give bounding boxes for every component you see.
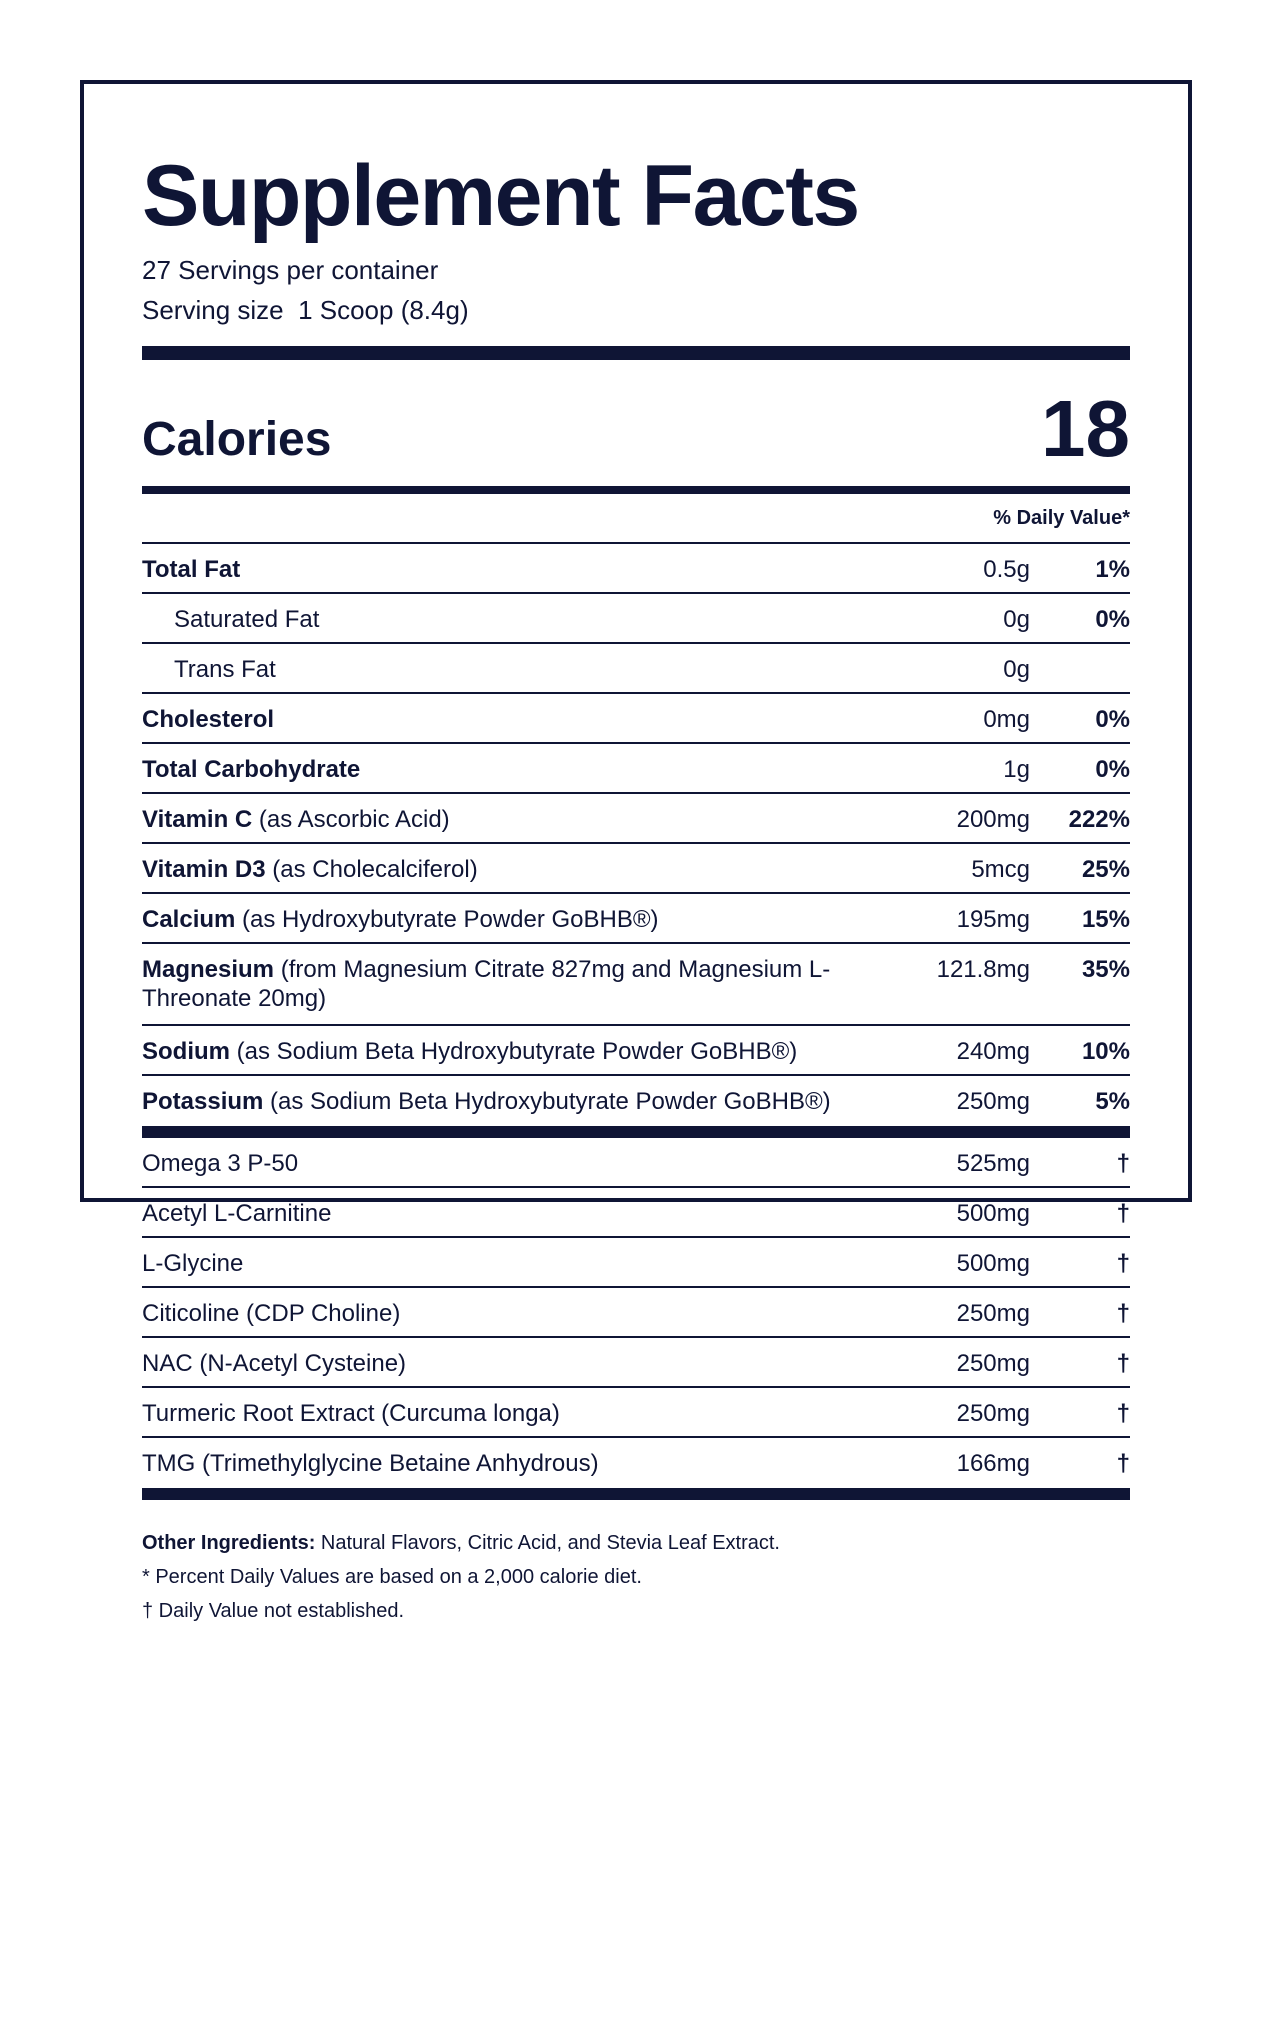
dagger-symbol: † (1116, 1250, 1130, 1277)
nutrient-amount: 121.8mg (936, 956, 1030, 983)
ingredient-amount: 250mg (956, 1400, 1030, 1427)
ingredient-amount: 500mg (956, 1250, 1030, 1277)
ingredient-row (142, 1388, 1130, 1438)
nutrient-daily-value: 0% (1095, 606, 1130, 633)
nutrient-name-main: Magnesium (142, 956, 275, 983)
nutrient-name (142, 1037, 910, 1066)
daily-value-note: * Percent Daily Values are based on a 2,000 calorie diet. (142, 1566, 642, 1588)
nutrient-amount: 0g (1003, 656, 1030, 683)
nutrient-daily-value: 222% (1068, 806, 1130, 833)
dagger-note: † Daily Value not established. (142, 1600, 405, 1622)
nutrient-name (142, 905, 910, 934)
nutrient-amount: 250mg (956, 1088, 1030, 1115)
nutrient-name (142, 705, 910, 734)
footer-notes (142, 1526, 1130, 1628)
nutrient-amount: 5mcg (971, 856, 1030, 883)
ingredient-name: TMG (Trimethylglycine Betaine Anhydrous) (142, 1450, 599, 1477)
ingredient-row (142, 1338, 1130, 1388)
nutrient-name (142, 605, 910, 634)
nutrient-row (142, 744, 1130, 794)
nutrient-name (142, 655, 910, 684)
dagger-symbol: † (1116, 1300, 1130, 1327)
nutrient-name-main: Sodium (142, 1038, 230, 1065)
ingredient-name: Citicoline (CDP Choline) (142, 1300, 401, 1327)
nutrient-name-main: Calcium (142, 906, 236, 933)
ingredient-row (142, 1188, 1130, 1238)
nutrient-name (142, 805, 910, 834)
nutrient-row (142, 894, 1130, 944)
bottom-divider (142, 1488, 1130, 1500)
servings-per-container: 27 Servings per container (142, 255, 439, 285)
nutrient-daily-value: 0% (1095, 756, 1130, 783)
nutrient-daily-value: 10% (1081, 1038, 1130, 1065)
nutrient-row (142, 944, 1130, 1026)
nutrient-name (142, 555, 910, 584)
calories-row (142, 360, 1130, 476)
daily-value-header: % Daily Value* (142, 494, 1130, 544)
ingredient-name: Omega 3 P-50 (142, 1150, 299, 1177)
ingredient-name: Turmeric Root Extract (Curcuma longa) (142, 1400, 560, 1427)
panel-title: Supplement Facts (142, 148, 859, 244)
nutrient-name-detail: (as Cholecalciferol) (265, 856, 478, 883)
calories-label: Calories (142, 413, 332, 466)
ingredient-name: Acetyl L-Carnitine (142, 1200, 332, 1227)
nutrient-name-main: Total Fat (142, 556, 241, 583)
nutrient-name-main: Potassium (142, 1088, 264, 1115)
nutrient-row (142, 644, 1130, 694)
nutrient-row (142, 694, 1130, 744)
dagger-symbol: † (1116, 1350, 1130, 1377)
other-ingredients (142, 1526, 1130, 1560)
thick-divider (142, 346, 1130, 360)
nutrient-row (142, 544, 1130, 594)
ingredient-row (142, 1288, 1130, 1338)
ingredient-amount: 500mg (956, 1200, 1030, 1227)
nutrient-amount: 240mg (956, 1038, 1030, 1065)
nutrient-daily-value: 15% (1081, 906, 1130, 933)
nutrient-list (142, 544, 1130, 1126)
nutrient-name (142, 1087, 910, 1116)
nutrient-amount: 1g (1003, 756, 1030, 783)
ingredient-name: NAC (N-Acetyl Cysteine) (142, 1350, 407, 1377)
nutrient-name-main: Vitamin D3 (142, 856, 266, 883)
nutrient-amount: 200mg (956, 806, 1030, 833)
nutrient-name-detail: (as Ascorbic Acid) (252, 806, 450, 833)
other-ingredients-text: Natural Flavors, Citric Acid, and Stevia Leaf Extract. (315, 1532, 780, 1554)
ingredient-row (142, 1138, 1130, 1188)
calories-value: 18 (1041, 384, 1130, 473)
ingredient-amount: 250mg (956, 1300, 1030, 1327)
nutrient-name-detail: (from Magnesium Citrate 827mg and Magnesium L-Threonate 20mg) (142, 956, 831, 1012)
dagger-symbol: † (1116, 1150, 1130, 1177)
serving-size: Serving size 1 Scoop (8.4g) (142, 295, 469, 325)
nutrient-daily-value: 1% (1095, 556, 1130, 583)
nutrient-row (142, 1076, 1130, 1126)
nutrient-name (142, 955, 910, 1013)
dagger-symbol: † (1116, 1400, 1130, 1427)
supplement-facts-panel (80, 80, 1192, 1622)
nutrient-name (142, 755, 910, 784)
ingredient-amount: 166mg (956, 1450, 1030, 1477)
nutrient-name-main: Total Carbohydrate (142, 756, 361, 783)
other-ingredients-label: Other Ingredients: (142, 1532, 316, 1554)
nutrient-amount: 0mg (983, 706, 1030, 733)
nutrient-name (142, 855, 910, 884)
ingredient-row (142, 1438, 1130, 1488)
dagger-symbol: † (1116, 1200, 1130, 1227)
nutrient-daily-value: 5% (1095, 1088, 1130, 1115)
nutrient-name-main: Trans Fat (174, 656, 276, 683)
nutrient-daily-value: 35% (1081, 956, 1130, 983)
nutrient-name-detail: (as Hydroxybutyrate Powder GoBHB®) (235, 906, 659, 933)
nutrient-daily-value: 0% (1095, 706, 1130, 733)
ingredient-name: L-Glycine (142, 1250, 244, 1277)
nutrient-row (142, 844, 1130, 894)
nutrient-name-main: Cholesterol (142, 706, 275, 733)
medium-divider (142, 486, 1130, 494)
ingredient-list (142, 1138, 1130, 1488)
nutrient-name-detail: (as Sodium Beta Hydroxybutyrate Powder GoBHB®) (263, 1088, 831, 1115)
ingredient-amount: 250mg (956, 1350, 1030, 1377)
nutrient-row (142, 1026, 1130, 1076)
ingredient-amount: 525mg (956, 1150, 1030, 1177)
nutrient-name-main: Vitamin C (142, 806, 253, 833)
section-divider (142, 1126, 1130, 1138)
nutrient-amount: 0g (1003, 606, 1030, 633)
nutrient-amount: 195mg (956, 906, 1030, 933)
nutrient-row (142, 594, 1130, 644)
ingredient-row (142, 1238, 1130, 1288)
nutrient-name-main: Saturated Fat (174, 606, 320, 633)
nutrient-daily-value: 25% (1081, 856, 1130, 883)
nutrient-row (142, 794, 1130, 844)
nutrient-name-detail: (as Sodium Beta Hydroxybutyrate Powder GoBHB®) (230, 1038, 798, 1065)
nutrient-amount: 0.5g (983, 556, 1030, 583)
dagger-symbol: † (1116, 1450, 1130, 1477)
